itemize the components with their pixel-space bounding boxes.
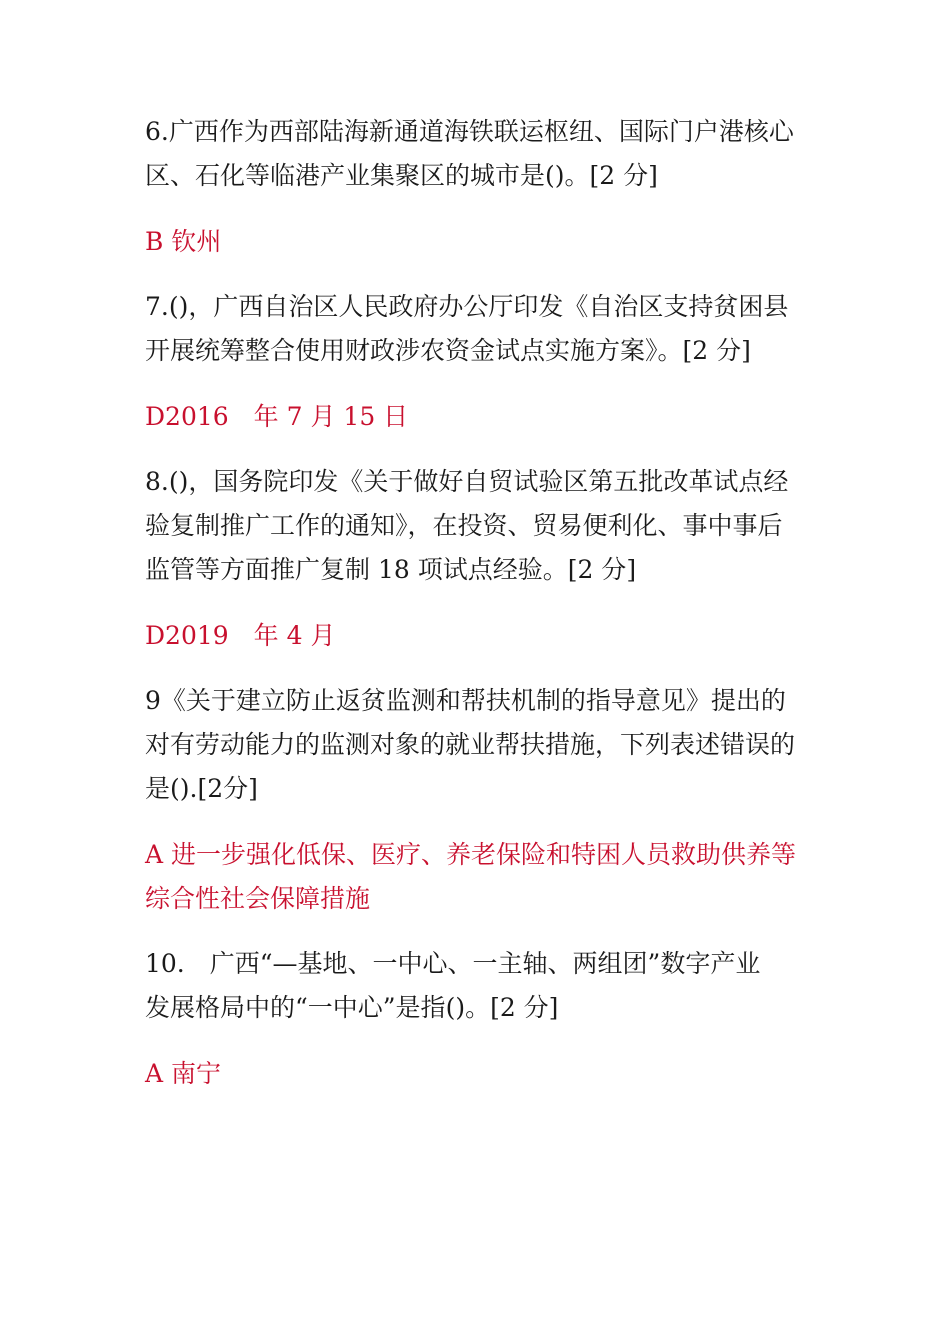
answer-9 <box>145 833 815 921</box>
question-line: 监管等方面推广复制 18 项试点经验。[2 分] <box>145 555 637 584</box>
question-line: 发展格局中的“一中心”是指()。[2 分] <box>145 993 559 1022</box>
question-line: 6.广西作为西部陆海新通道海铁联运枢纽、国际门户港核心 <box>145 117 794 146</box>
answer-line: A 进一步强化低保、医疗、养老保险和特困人员救助供养等 <box>145 840 797 869</box>
answer-line: A 南宁 <box>145 1059 222 1088</box>
answer-line: 综合性社会保障措施 <box>145 884 371 913</box>
document-page <box>145 110 815 1096</box>
question-line: 区、石化等临港产业集聚区的城市是()。[2 分] <box>145 161 658 190</box>
question-9 <box>145 679 815 811</box>
question-line: 是().[2分] <box>145 774 258 803</box>
question-7 <box>145 285 815 373</box>
answer-line: B 钦州 <box>145 227 222 256</box>
question-line: 9《关于建立防止返贫监测和帮扶机制的指导意见》提出的 <box>145 686 786 715</box>
answer-10 <box>145 1052 815 1096</box>
question-6 <box>145 110 815 198</box>
question-8 <box>145 460 815 592</box>
question-line: 7.()，广西自治区人民政府办公厅印发《自治区支持贫困县 <box>145 292 789 321</box>
question-line: 对有劳动能力的监测对象的就业帮扶措施，下列表述错误的 <box>145 730 796 759</box>
question-line: 8.()，国务院印发《关于做好自贸试验区第五批改革试点经 <box>145 467 789 496</box>
answer-7 <box>145 395 815 439</box>
answer-6 <box>145 220 815 264</box>
answer-8 <box>145 614 815 658</box>
answer-line: D2019 年 4 月 <box>145 621 336 650</box>
question-line: 10. 广西“—基地、一中心、一主轴、两组团”数字产业 <box>145 949 761 978</box>
answer-line: D2016 年 7 月 15 日 <box>145 402 409 431</box>
question-line: 验复制推广工作的通知》，在投资、贸易便利化、事中事后 <box>145 511 783 540</box>
question-10 <box>145 942 815 1030</box>
question-line: 开展统筹整合使用财政涉农资金试点实施方案》。[2 分] <box>145 336 751 365</box>
